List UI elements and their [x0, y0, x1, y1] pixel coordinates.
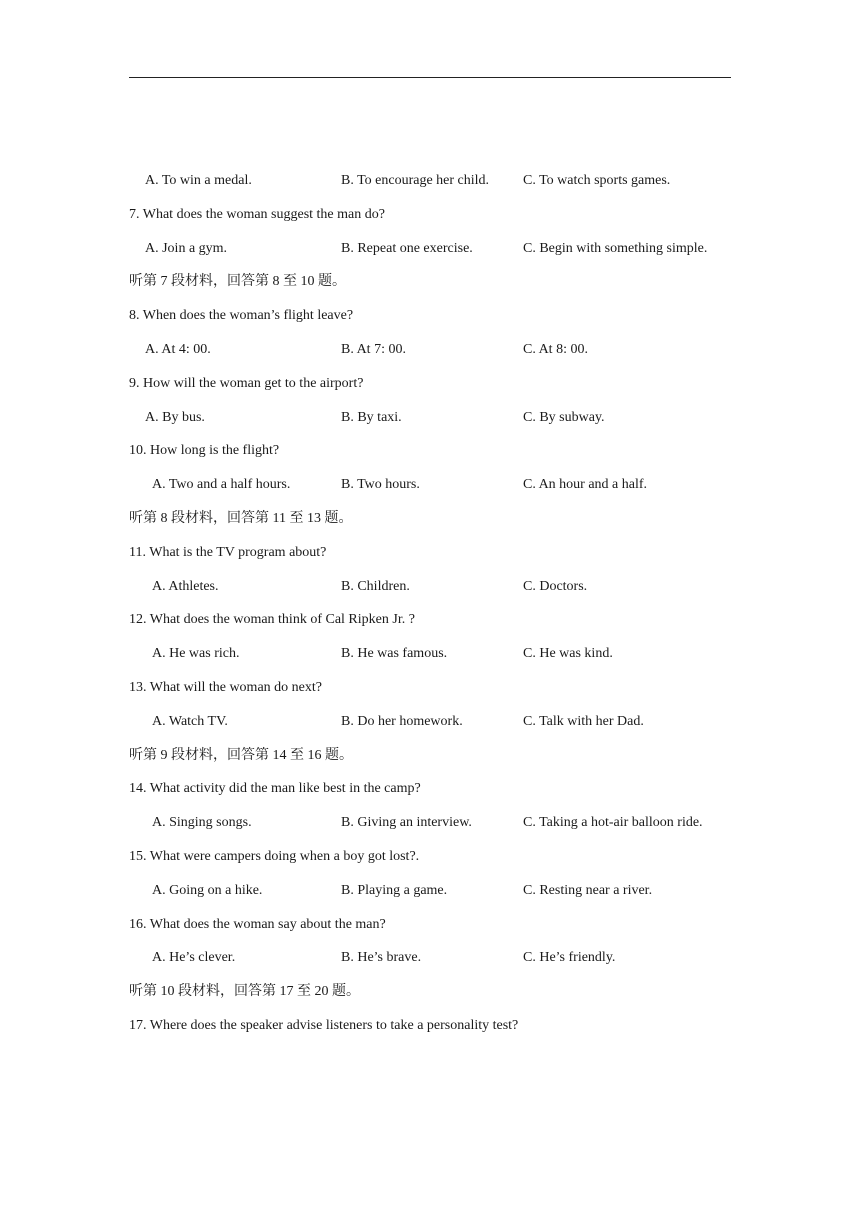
section-label: 听第 10 段材料，回答第 17 至 20 题。	[129, 984, 360, 1000]
question-text	[0, 915, 860, 935]
question-label: 13. What will the woman do next?	[129, 680, 322, 695]
question-text	[0, 306, 860, 326]
option-c: C. Begin with something simple.	[523, 240, 708, 256]
option-a: A. Join a gym.	[145, 240, 228, 256]
section-instruction	[0, 272, 860, 292]
question-label: 8. When does the woman’s flight leave?	[129, 308, 354, 324]
answer-options	[0, 577, 860, 597]
option-c: C. To watch sports games.	[523, 173, 671, 188]
question-label: 16. What does the woman say about the man?	[129, 916, 386, 932]
option-a: A. At 4: 00.	[145, 342, 211, 357]
option-a: A. Watch TV.	[152, 713, 228, 729]
option-b: B. At 7: 00.	[341, 342, 406, 357]
option-b: B. Children.	[341, 578, 410, 594]
question-text	[0, 779, 860, 799]
option-c: C. He was kind.	[523, 646, 613, 662]
question-label: 11. What is the TV program about?	[129, 544, 327, 560]
question-label: 12. What does the woman think of Cal Ripken Jr. ?	[129, 612, 415, 628]
header-rule	[129, 77, 731, 78]
option-a: A. By bus.	[145, 409, 205, 425]
option-c: C. Talk with her Dad.	[523, 713, 644, 729]
section-instruction	[0, 746, 860, 766]
answer-options	[0, 948, 860, 968]
question-label: 15. What were campers doing when a boy got lost?.	[129, 849, 420, 864]
answer-options	[0, 813, 860, 833]
option-a: A. To win a medal.	[145, 173, 252, 188]
option-c: C. Resting near a river.	[523, 882, 653, 898]
section-label: 听第 8 段材料，回答第 11 至 13 题。	[129, 511, 353, 526]
answer-options	[0, 475, 860, 495]
answer-options	[0, 712, 860, 732]
question-label: 7. What does the woman suggest the man do?	[129, 206, 385, 222]
question-text	[0, 441, 860, 461]
option-b: B. Playing a game.	[341, 882, 448, 898]
option-b: B. By taxi.	[341, 409, 402, 425]
option-c: C. An hour and a half.	[523, 477, 648, 493]
question-text	[0, 543, 860, 563]
section-instruction	[0, 982, 860, 1002]
option-b: B. Repeat one exercise.	[341, 240, 473, 256]
option-a: A. Going on a hike.	[152, 882, 263, 898]
answer-options	[0, 408, 860, 428]
option-c: C. He’s friendly.	[523, 950, 616, 966]
option-c: C. Doctors.	[523, 578, 588, 594]
option-c: C. Taking a hot-air balloon ride.	[523, 815, 703, 831]
answer-options	[0, 171, 860, 191]
answer-options	[0, 340, 860, 360]
option-a: A. He’s clever.	[152, 950, 236, 966]
question-text	[0, 1016, 860, 1036]
option-b: B. He’s brave.	[341, 950, 422, 966]
question-text	[0, 678, 860, 698]
question-text	[0, 205, 860, 225]
answer-options	[0, 644, 860, 664]
option-b: B. Giving an interview.	[341, 815, 472, 831]
section-label: 听第 9 段材料，回答第 14 至 16 题。	[129, 747, 353, 763]
answer-options	[0, 239, 860, 259]
question-label: 14. What activity did the man like best in the camp?	[129, 781, 421, 797]
option-b: B. He was famous.	[341, 646, 448, 662]
question-label: 9. How will the woman get to the airport?	[129, 375, 364, 391]
option-c: C. By subway.	[523, 409, 605, 425]
question-text	[0, 610, 860, 630]
option-c: C. At 8: 00.	[523, 342, 588, 357]
option-a: A. Athletes.	[152, 578, 219, 594]
section-instruction	[0, 509, 860, 529]
question-text	[0, 847, 860, 867]
question-label: 10. How long is the flight?	[129, 443, 280, 459]
option-a: A. He was rich.	[152, 646, 240, 662]
option-b: B. Do her homework.	[341, 713, 463, 729]
answer-options	[0, 881, 860, 901]
question-label: 17. Where does the speaker advise listeners to take a personality test?	[129, 1018, 519, 1033]
section-label: 听第 7 段材料，回答第 8 至 10 题。	[129, 274, 346, 290]
option-b: B. Two hours.	[341, 477, 420, 493]
option-a: A. Two and a half hours.	[152, 477, 291, 493]
option-a: A. Singing songs.	[152, 815, 252, 831]
question-text	[0, 374, 860, 394]
option-b: B. To encourage her child.	[341, 173, 490, 188]
